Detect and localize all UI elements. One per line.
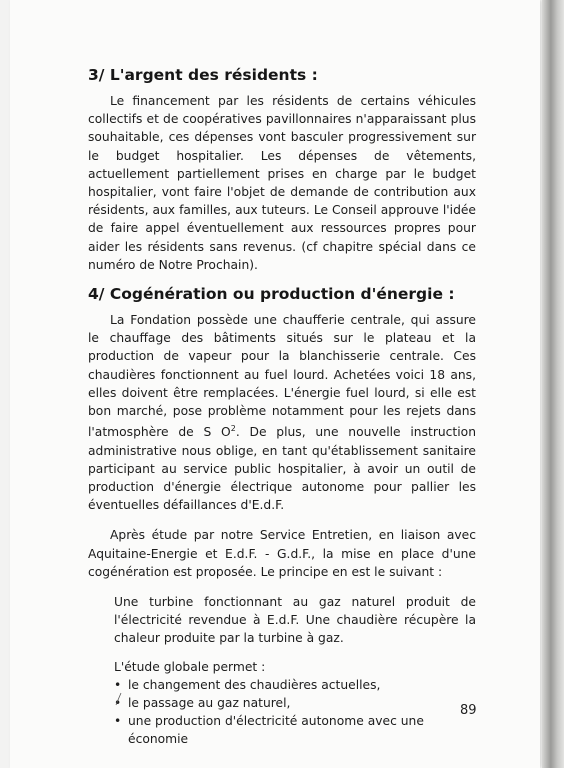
bullet-text: une production d'électricité autonome avec une économie [128, 714, 424, 747]
bullet-text: le changement des chaudières actuelles, [128, 677, 381, 692]
page-number: 89 [460, 703, 477, 718]
section3-heading: 3/ L'argent des résidents : [88, 66, 318, 84]
bullet-icon: • [114, 677, 122, 692]
document-page [10, 0, 540, 768]
list-item [114, 694, 476, 712]
section3-paragraph: Le financement par les résidents de certains véhicules collectifs et de coopératives pavillonnaires n'apparaissant plus souhaitable, ces dépenses vont basculer progressivement sur le budget hospitalier. Les dépenses de vêtements, actuellement partiellement prises en charge par le budget hospitalier, vont faire l'objet de demande de contribution aux résidents, aux familles, aux tuteurs. Le Conseil approuve l'idée de faire appel éventuellement aux ressources propres pour aider les résidents sans revenus. (cf chapitre spécial dans ce numéro de Notre Prochain). [88, 94, 476, 272]
section4-heading: 4/ Cogénération ou production d'énergie : [88, 285, 455, 304]
bullet-text: le passage au gaz naturel, [128, 695, 291, 710]
list-item [114, 676, 476, 694]
list-item [114, 712, 476, 748]
section4-paragraph-1 [88, 311, 476, 514]
principle-block [88, 593, 476, 648]
page-content [88, 64, 476, 749]
superscript-2: 2 [230, 424, 236, 434]
bullet-icon: • [114, 695, 122, 710]
study-bullet-list [114, 676, 476, 749]
section4-paragraph-1-part1: La Fondation possède une chaufferie centrale, qui assure le chauffage des bâtiments situés sur le plateau et la production de vapeur pour la blanchisserie centrale. Ces chaudières fonctionnent au fuel lourd. Achetées voici 18 ans, elles doivent être remplacées. L'énergie fuel lourd, si elle est bon marché, pose problème notamment pour les rejets dans l'atmosphère de S O [88, 313, 476, 440]
study-intro: L'étude globale permet : [114, 659, 266, 674]
study-block [88, 658, 476, 749]
book-binding-edge [542, 0, 564, 768]
principle-text: Une turbine fonctionnant au gaz naturel produit de l'électricité revendue à E.d.F. Une chaudière récupère la chaleur produite par la turbine à gaz. [114, 594, 476, 646]
section4-paragraph-1-part2: . De plus, une nouvelle instruction administrative nous oblige, en tant qu'établissement sanitaire participant au service public hospitalier, à avoir un outil de production d'énergie électrique autonome pour pallier les éventuelles défaillances d'E.d.F. [88, 425, 476, 513]
bullet-icon: • [114, 714, 122, 729]
pen-mark-icon [115, 692, 123, 706]
section4-paragraph-2: Après étude par notre Service Entretien, en liaison avec Aquitaine-Energie et E.d.F. - G.d.F., la mise en place d'une cogénération est proposée. Le principe en est le suivant : [88, 528, 476, 579]
